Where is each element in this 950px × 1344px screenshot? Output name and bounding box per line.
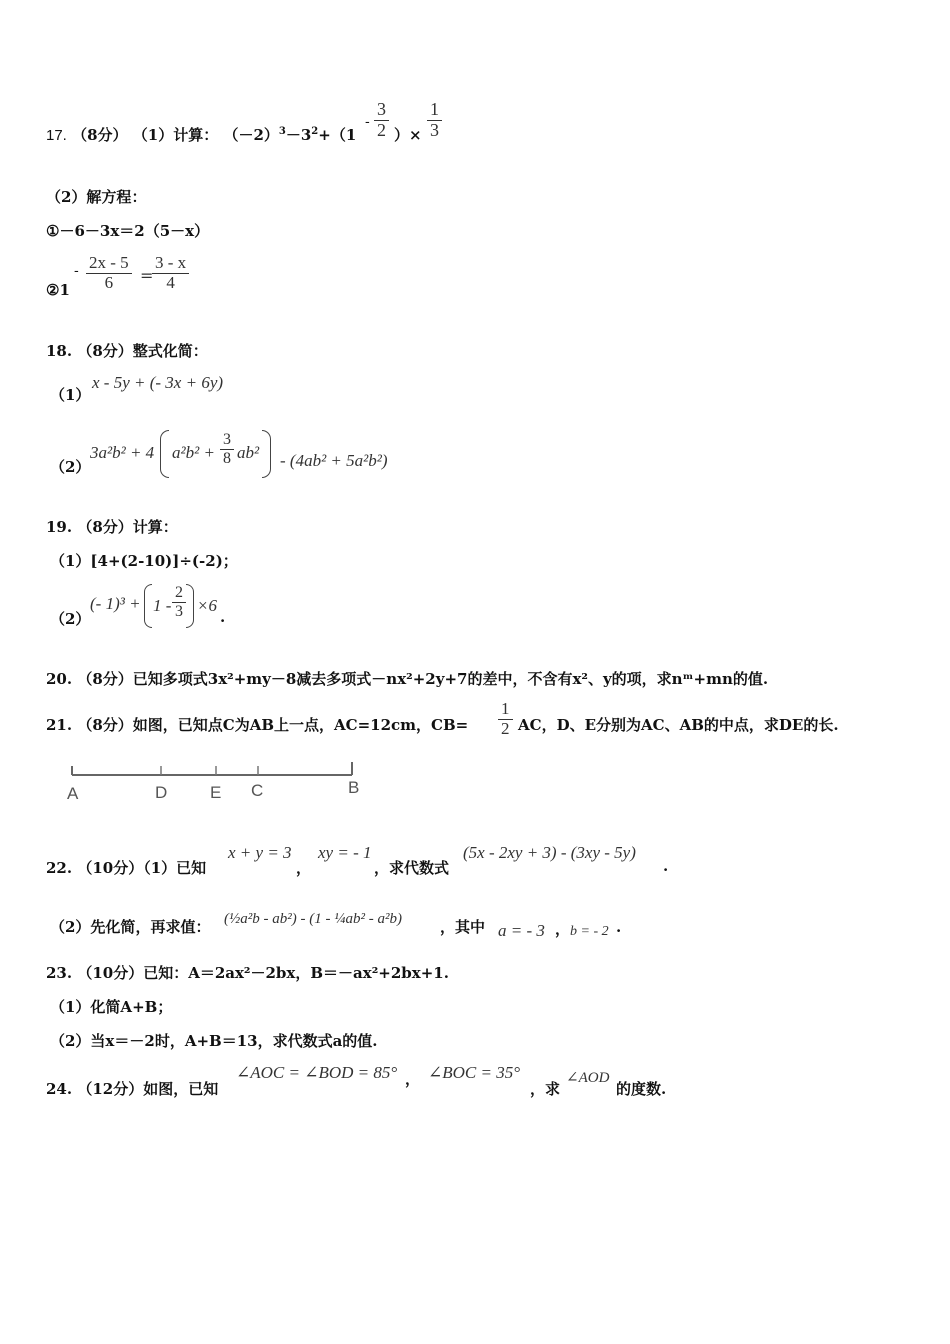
q22-p1-eq1: x + y = 3 xyxy=(228,843,292,862)
q22-p1-end: . xyxy=(663,857,669,875)
segment-diagram xyxy=(60,758,370,782)
q17-part2-label: （2）解方程： xyxy=(46,188,147,206)
q17-frac2 xyxy=(427,100,442,141)
q17-part1-label: （1）计算： xyxy=(132,126,219,144)
q17-eq2-frac1-num: 2x - 5 xyxy=(86,254,132,274)
q21-frac-num: 1 xyxy=(498,700,513,720)
q19-p2-b: 1 - xyxy=(153,596,172,615)
q21-frac-den: 2 xyxy=(501,718,510,738)
q17-minus-three: －3 xyxy=(285,126,312,144)
q24-c: 的度数. xyxy=(616,1080,667,1098)
q22-p2-expr: (½a²b - ab²) - (1 - ¼ab² - a²b) xyxy=(224,911,402,927)
q17-eq2-equals: = xyxy=(140,266,154,285)
q18-p2-expr-d: - (4ab² + 5a²b²) xyxy=(280,451,388,470)
q18-p2-expr-c: ab² xyxy=(237,443,260,462)
q19-p2-frac-den: 3 xyxy=(175,602,183,620)
q22-p2-b-val: b = - 2 xyxy=(570,924,609,939)
q17-expr-left: （－2） xyxy=(223,126,279,144)
q17-frac2-den: 3 xyxy=(430,119,439,140)
q17-eq2-minus: - xyxy=(74,263,79,279)
q18-p2-label: （2） xyxy=(50,458,91,476)
q22-p1-eq2: xy = - 1 xyxy=(318,843,372,862)
q24-expr1: ∠AOC = ∠BOD = 85° xyxy=(236,1063,398,1082)
q19-p2-frac xyxy=(172,584,186,620)
q24-b: ，求 xyxy=(530,1080,561,1098)
q19-heading: 19. （8分）计算： xyxy=(46,518,178,536)
q17-eq2-prefix: ②1 xyxy=(46,281,70,299)
q18-p1-label: （1） xyxy=(50,386,91,404)
q17-frac2-num: 1 xyxy=(427,100,442,121)
q18-p2-frac-num: 3 xyxy=(220,431,234,450)
q18-p2-expr-b: a²b² + xyxy=(172,443,215,462)
q22-p1-comma: ， xyxy=(296,859,312,877)
q22-p1-a: 22. （10分）（1）已知 xyxy=(46,859,207,877)
q17-line xyxy=(46,124,356,145)
q17-eq2-frac2-num: 3 - x xyxy=(152,254,189,274)
q22-p2-b: ，其中 xyxy=(440,918,486,936)
q19-p1: （1）[4+(2-10)]÷(-2)； xyxy=(50,552,238,570)
q17-eq2-frac1-den: 6 xyxy=(104,272,114,292)
q19-p2-c: ×6 xyxy=(197,596,217,615)
q17-eq2-frac1 xyxy=(86,254,132,292)
q23-line1: 23. （10分）已知：A＝2ax²－2bx，B＝－ax²+2bx+1. xyxy=(46,964,449,982)
q21-text-b: AC，D、E分别为AC、AB的中点，求DE的长. xyxy=(518,716,839,734)
q18-p2-frac-den: 8 xyxy=(223,449,231,467)
q17-score: （8分） xyxy=(72,126,128,144)
q22-p1-expr: (5x - 2xy + 3) - (3xy - 5y) xyxy=(463,843,636,862)
q18-p2-left-paren xyxy=(160,430,169,478)
q19-p2-frac-num: 2 xyxy=(172,584,186,603)
q17-times: ）× xyxy=(394,126,422,144)
q23-line3: （2）当x＝－2时，A+B＝13，求代数式a的值. xyxy=(50,1032,378,1050)
q19-p2-end: . xyxy=(220,608,226,626)
q17-frac1 xyxy=(374,100,389,141)
q21-frac xyxy=(498,700,513,738)
label-e: E xyxy=(210,783,222,802)
q18-p1-expr: x - 5y + (- 3x + 6y) xyxy=(92,373,224,392)
q22-p2-a: （2）先化简，再求值： xyxy=(50,918,211,936)
label-a: A xyxy=(67,784,79,803)
q19-p2-a: (- 1)³ + xyxy=(90,594,141,613)
q24-comma: ， xyxy=(405,1070,421,1088)
q17-square: 2 xyxy=(311,126,319,137)
q19-p2-label: （2） xyxy=(50,610,91,628)
q17-eq1: ①－6－3x＝2（5－x） xyxy=(46,222,210,240)
q22-p2-end: . xyxy=(616,918,622,936)
q18-p2-expr-a: 3a²b² + 4 xyxy=(90,443,155,462)
q21-text-a: 21. （8分）如图，已知点C为AB上一点，AC=12cm，CB= xyxy=(46,716,469,734)
q18-p2-frac xyxy=(220,431,234,467)
q17-minus: - xyxy=(365,114,370,130)
q20-text: 20. （8分）已知多项式3x²+my－8减去多项式－nx²+2y+7的差中，不含有x²、y的项，求nᵐ+mn的值. xyxy=(46,670,769,688)
q17-eq2-frac2 xyxy=(152,254,189,292)
label-c: C xyxy=(251,781,264,800)
q17-plus-paren: +（1 xyxy=(318,126,357,144)
q24-expr3: ∠AOD xyxy=(566,1070,610,1086)
q23-line2: （1）化简A+B； xyxy=(50,998,173,1016)
q17-frac1-num: 3 xyxy=(374,100,389,121)
q24-expr2: ∠BOC = 35° xyxy=(428,1063,521,1082)
q18-p2-right-paren xyxy=(262,430,271,478)
label-d: D xyxy=(155,783,168,802)
q22-p2-sep: ， xyxy=(555,920,571,938)
q17-eq2-frac2-den: 4 xyxy=(166,272,175,292)
q17-frac1-den: 2 xyxy=(377,119,386,140)
q19-p2-right-paren xyxy=(186,584,194,628)
q17-cube: 3 xyxy=(278,126,286,137)
q24-a: 24. （12分）如图，已知 xyxy=(46,1080,219,1098)
q22-p1-b: ，求代数式 xyxy=(374,859,450,877)
q22-p2-a-val: a = - 3 xyxy=(498,921,545,940)
q17-number: 17. xyxy=(46,127,67,144)
q18-heading: 18. （8分）整式化简： xyxy=(46,342,208,360)
q19-p2-left-paren xyxy=(144,584,152,628)
label-b: B xyxy=(348,778,360,797)
